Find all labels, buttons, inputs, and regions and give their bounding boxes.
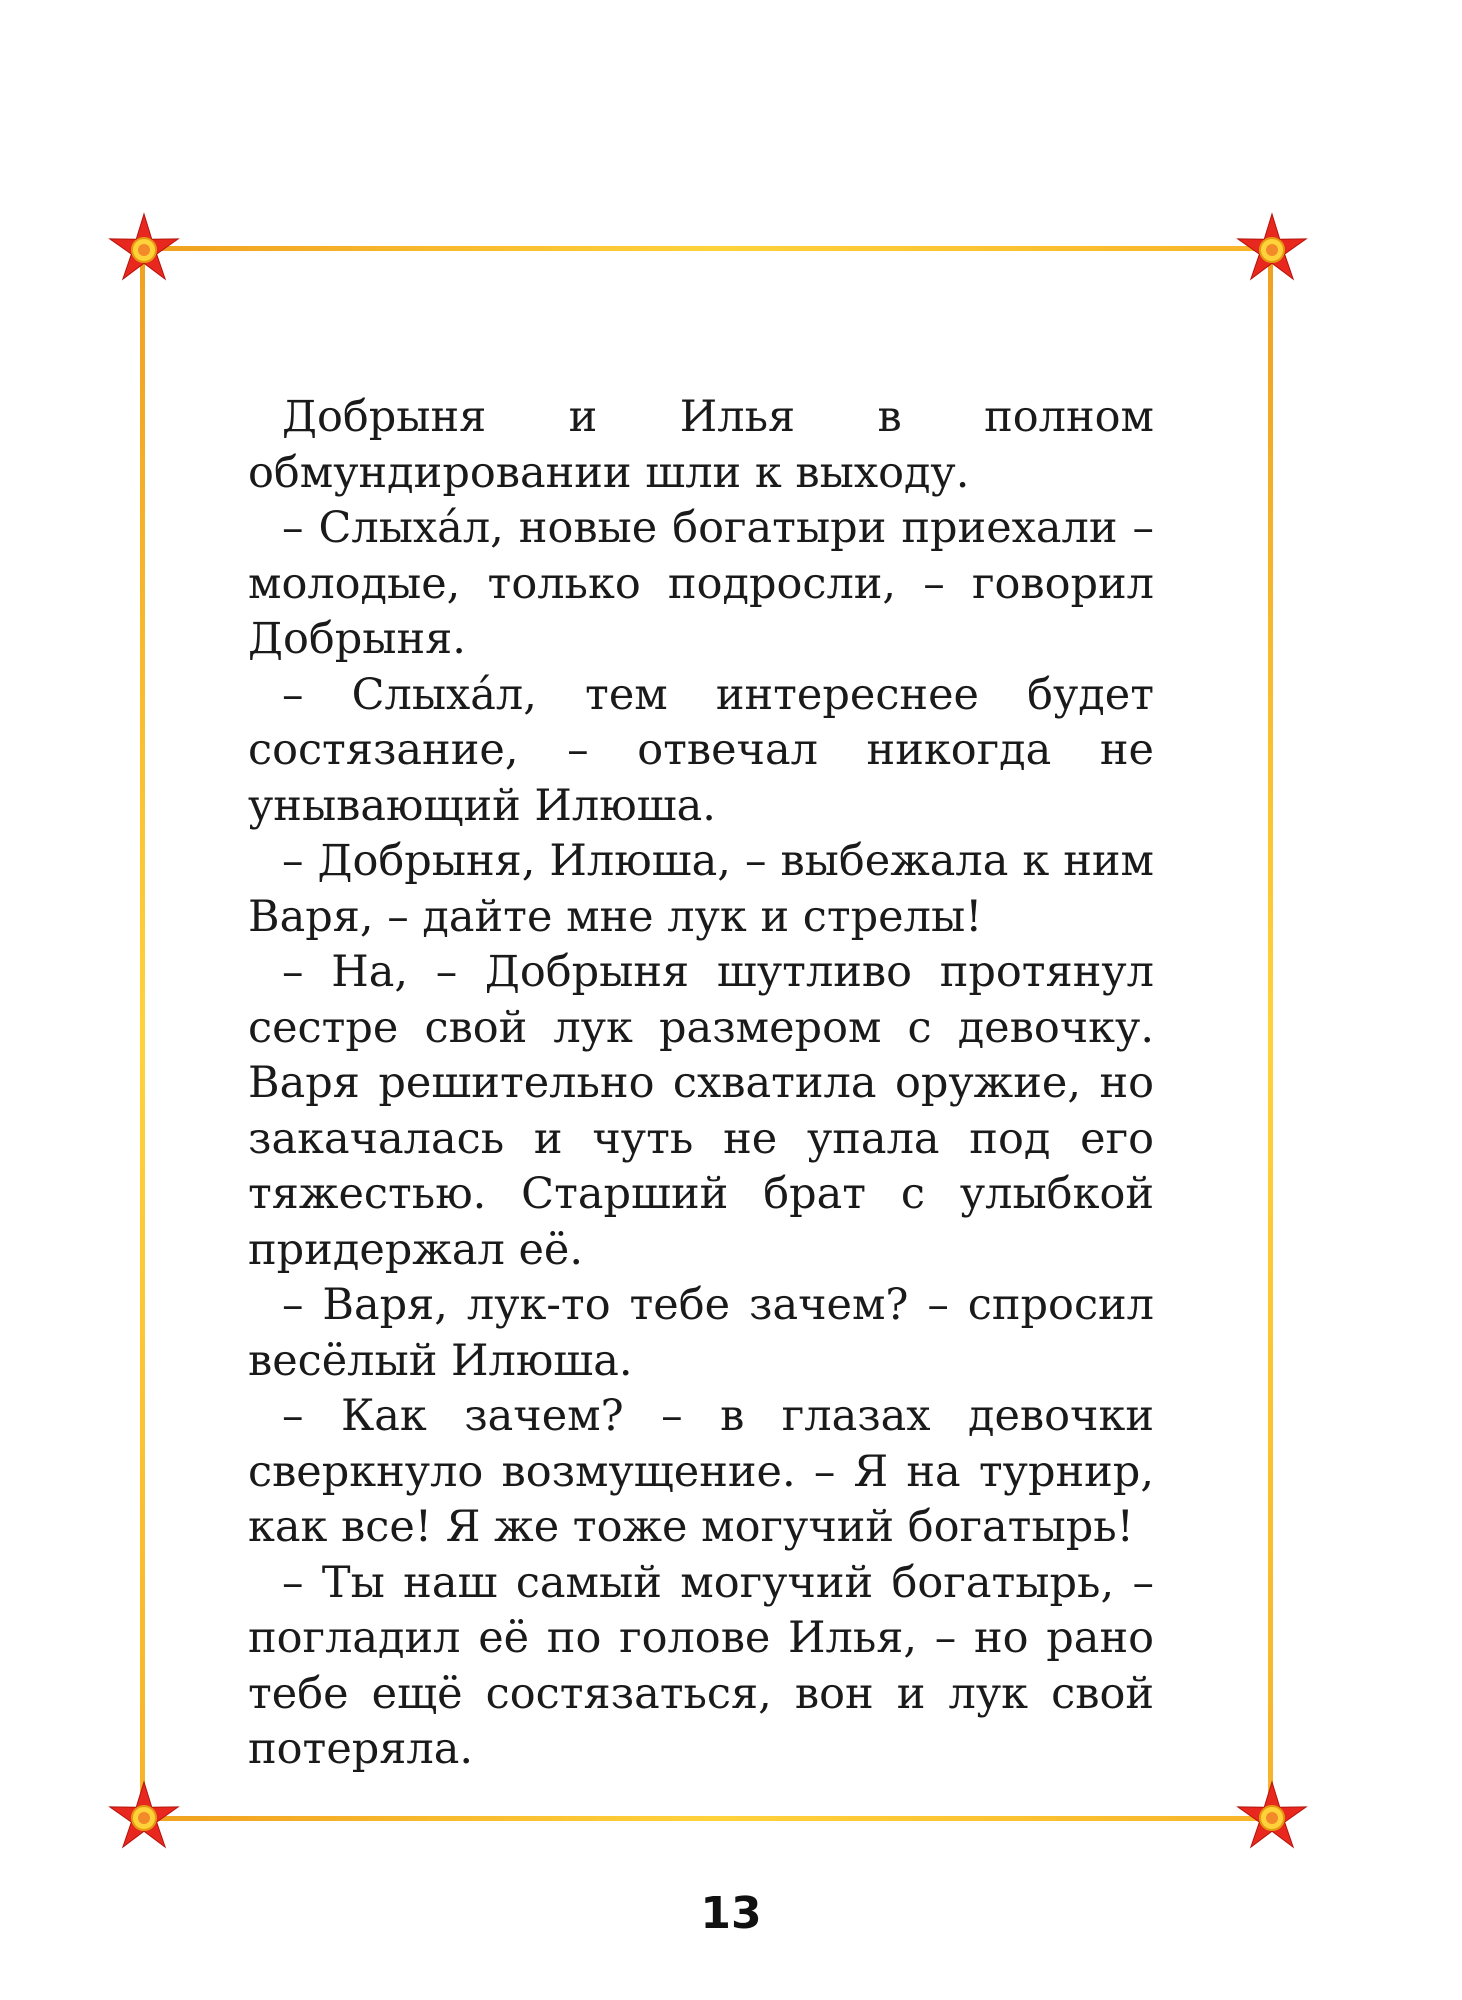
flower-icon bbox=[1232, 210, 1312, 290]
paragraph: – Как зачем? – в глазах девочки сверкнуло возмущение. – Я на турнир, как все! Я же тоже могучий богатырь! bbox=[248, 1391, 1154, 1552]
frame-right-line bbox=[1268, 250, 1273, 1815]
paragraph: – Добрыня, Илюша, – выбежала к ним Варя, – дайте мне лук и стрелы! bbox=[248, 836, 1154, 942]
paragraph: – Слыха́л, тем интереснее будет состязание, – отвечал никогда не унывающий Илюша. bbox=[248, 669, 1154, 831]
flower-icon bbox=[1232, 1778, 1312, 1858]
paragraph: – Ты наш самый могучий богатырь, – погладил её по голове Илья, – но рано тебе ещё состязаться, вон и лук свой потеряла. bbox=[248, 1557, 1154, 1774]
flower-icon bbox=[104, 1778, 184, 1858]
paragraph: – Варя, лук-то тебе зачем? – спросил весёлый Илюша. bbox=[248, 1280, 1154, 1386]
frame-top-line bbox=[150, 246, 1280, 251]
story-text bbox=[248, 390, 1154, 1778]
frame-bottom-line bbox=[150, 1816, 1280, 1821]
flower-icon bbox=[104, 210, 184, 290]
frame-left-line bbox=[140, 250, 145, 1815]
paragraph: Добрыня и Илья в полном обмундировании шли к выходу. bbox=[248, 392, 1154, 498]
page-number: 13 bbox=[700, 1888, 762, 1939]
paragraph: – Слыха́л, новые богатыри приехали – молодые, только подросли, – говорил Добрыня. bbox=[248, 503, 1154, 664]
paragraph: – На, – Добрыня шутливо протянул сестре свой лук размером с девочку. Варя решительно схватила оружие, но закачалась и чуть не упала под его тяжестью. Старший брат с улыбкой придержал её. bbox=[248, 947, 1154, 1275]
